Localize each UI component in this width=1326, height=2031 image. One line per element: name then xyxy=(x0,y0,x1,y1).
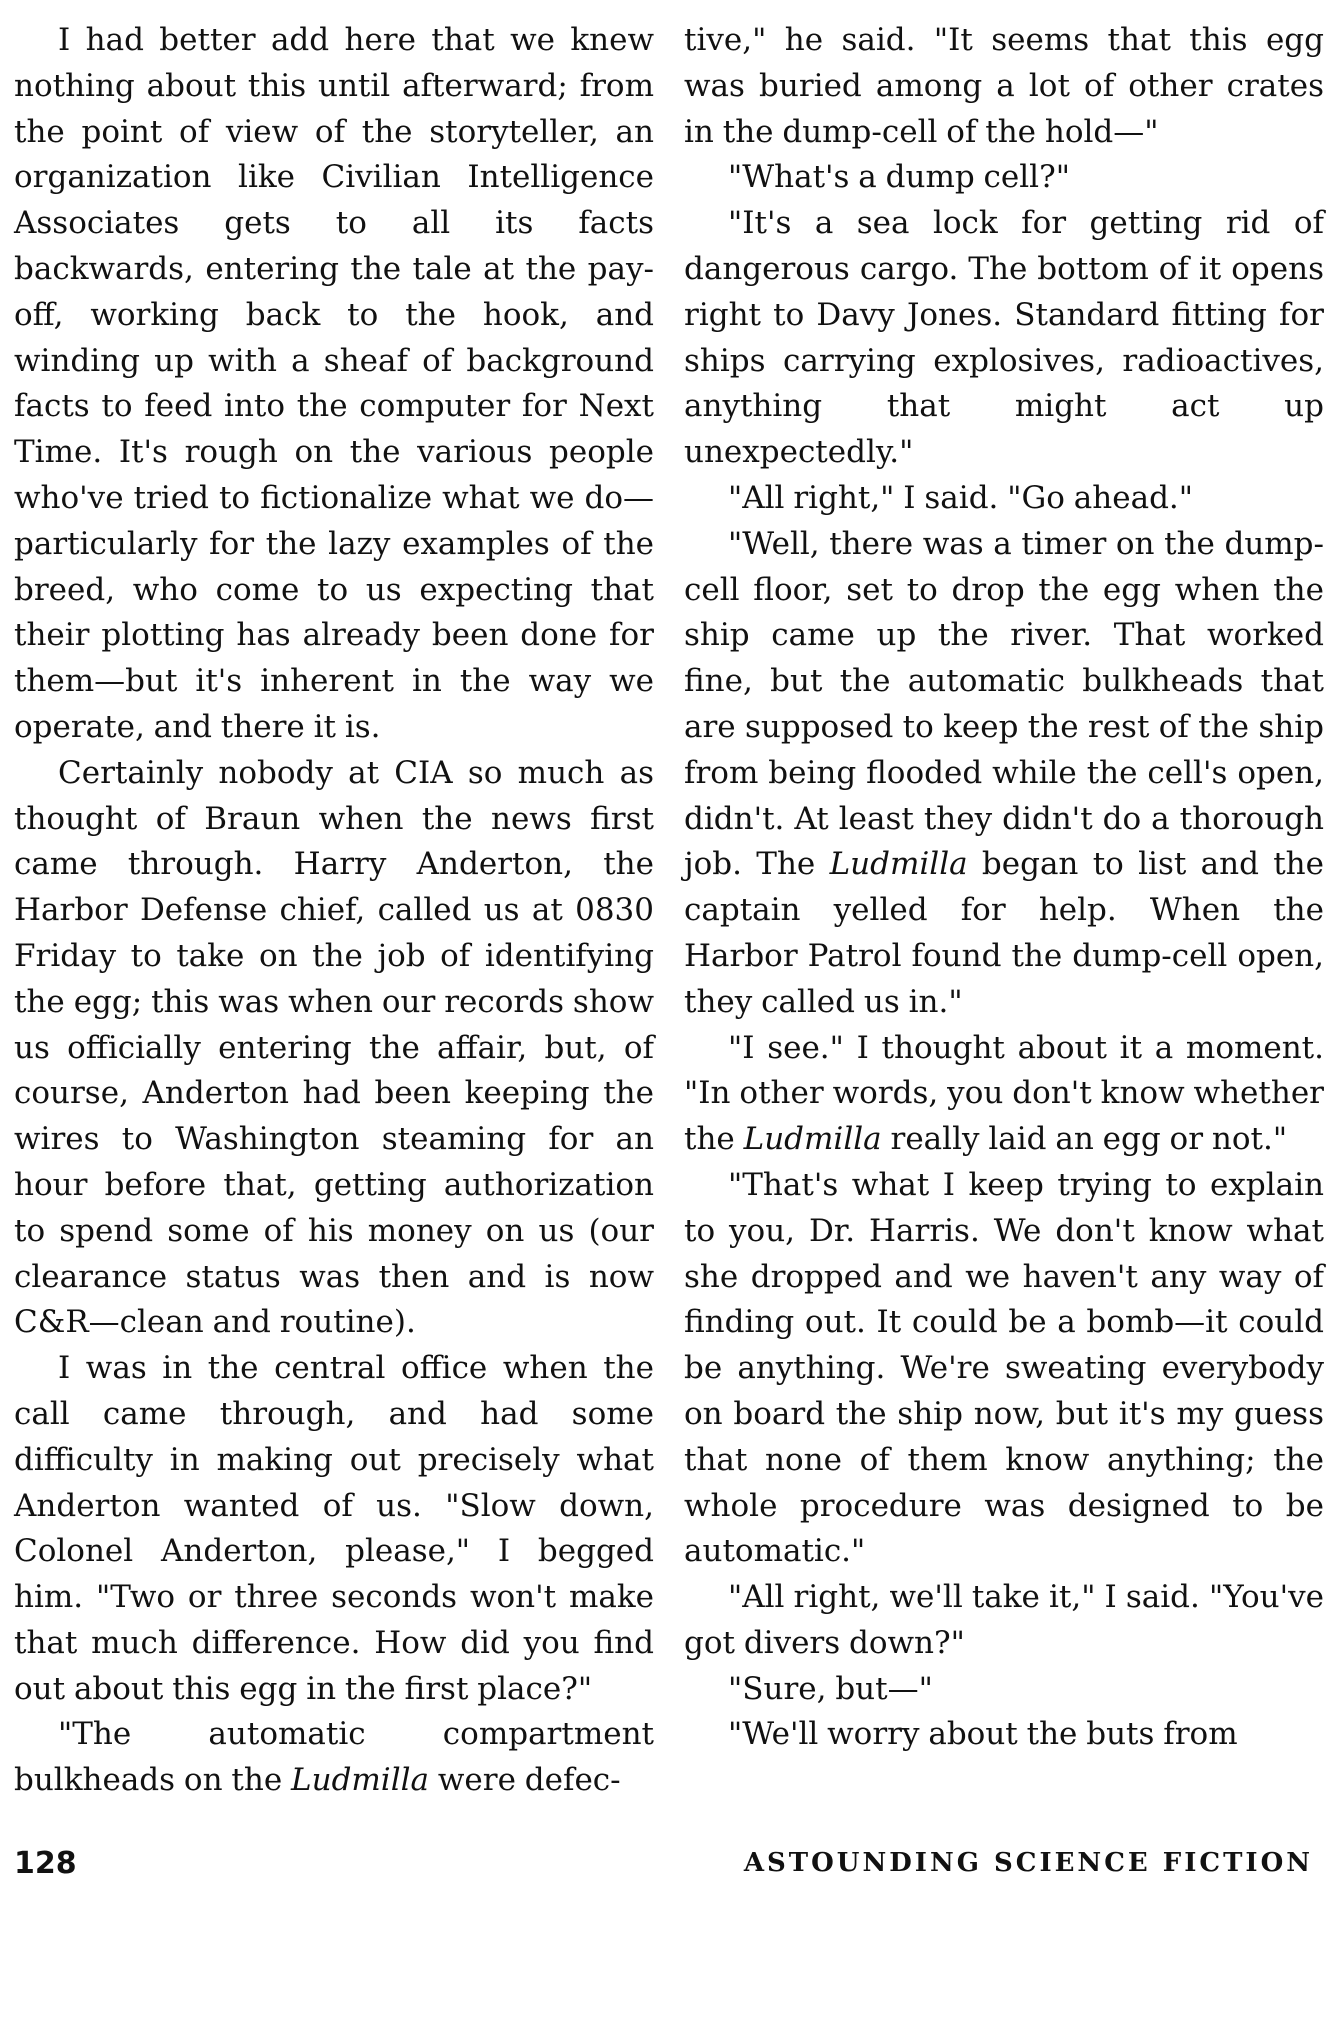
text-run: "I see." I thought about it a moment. "In other words, you don't know whether the xyxy=(684,1029,1324,1158)
paragraph xyxy=(684,1026,1324,1163)
running-footer-title: ASTOUNDING SCIENCE FICTION xyxy=(743,1848,1313,1878)
text-run: were defec- xyxy=(429,1762,621,1799)
paragraph: "That's what I keep trying to explain to you, Dr. Harris. We don't know what she dropped and we haven't any way of finding out. It could be a bomb—it could be anything. We're sweating everybody on board the ship now, but it's my guess that none of them know anything; the whole procedure was designed to be automatic." xyxy=(684,1166,1324,1570)
text-run: really laid an egg or not." xyxy=(881,1121,1288,1158)
paragraph: I was in the central office when the call came through, and had some difficulty in making out precisely what Anderton wanted of us. "Slow down, Colonel Anderton, please," I begged him. "Two or three seconds won't make that much difference. How did you find out about this egg in the first place?" xyxy=(14,1350,654,1707)
paragraph: "It's a sea lock for getting rid of dangerous cargo. The bottom of it opens right to Davy Jones. Standard fitting for ships carrying explosives, radioactives, anything that might act up unexpectedly." xyxy=(684,205,1324,471)
paragraph-continued: tive," he said. "It seems that this egg was buried among a lot of other crates in the dump-cell of the hold—" xyxy=(684,22,1324,150)
paragraph: I had better add here that we knew nothing about this until afterward; from the point of view of the storyteller, an organization like Civilian Intelligence Associates gets to all its facts backwards, entering the tale at the pay-off, working back to the hook, and winding up with a sheaf of background facts to feed into the computer for Next Time. It's rough on the various people who've tried to fictionalize what we do—particularly for the lazy examples of the breed, who come to us expecting that their plotting has already been done for them—but it's inherent in the way we operate, and there it is. xyxy=(14,22,654,745)
text-run: "The automatic compartment bulkheads on the xyxy=(14,1716,654,1799)
paragraph: Certainly nobody at CIA so much as thought of Braun when the news first came through. Harry Anderton, the Harbor Defense chief, called us at 0830 Friday to take on the job of identifying the egg; this was when our records show us officially entering the affair, but, of course, Anderton had been keeping the wires to Washington steaming for an hour before that, getting authorization to spend some of his money on us (our clearance status was then and is now C&R—clean and routine). xyxy=(14,754,654,1341)
paragraph xyxy=(14,1712,654,1804)
ship-name: Ludmilla xyxy=(829,846,968,883)
text-run: began to list and the captain yelled for help. When the Harbor Patrol found the dump-cell open, they called us in." xyxy=(684,846,1324,1020)
paragraph: "Sure, but—" xyxy=(728,1670,933,1707)
text-run: "Well, there was a timer on the dump-cell floor, set to drop the egg when the ship came up the river. That worked fine, but the automatic bulkheads that are supposed to keep the rest of the ship from being flooded while the cell's open, didn't. At least they didn't do a thorough job. The xyxy=(684,525,1324,883)
paragraph: "We'll worry about the buts from xyxy=(728,1716,1238,1753)
ship-name: Ludmilla xyxy=(743,1121,882,1158)
right-column xyxy=(684,18,1324,1758)
ship-name: Ludmilla xyxy=(291,1762,430,1799)
paragraph: "All right," I said. "Go ahead." xyxy=(728,479,1194,516)
paragraph: "All right, we'll take it," I said. "You've got divers down?" xyxy=(684,1579,1324,1661)
paragraph xyxy=(684,522,1324,1026)
left-column xyxy=(14,18,654,1804)
page-number: 128 xyxy=(14,1846,77,1881)
paragraph: "What's a dump cell?" xyxy=(728,159,1070,196)
